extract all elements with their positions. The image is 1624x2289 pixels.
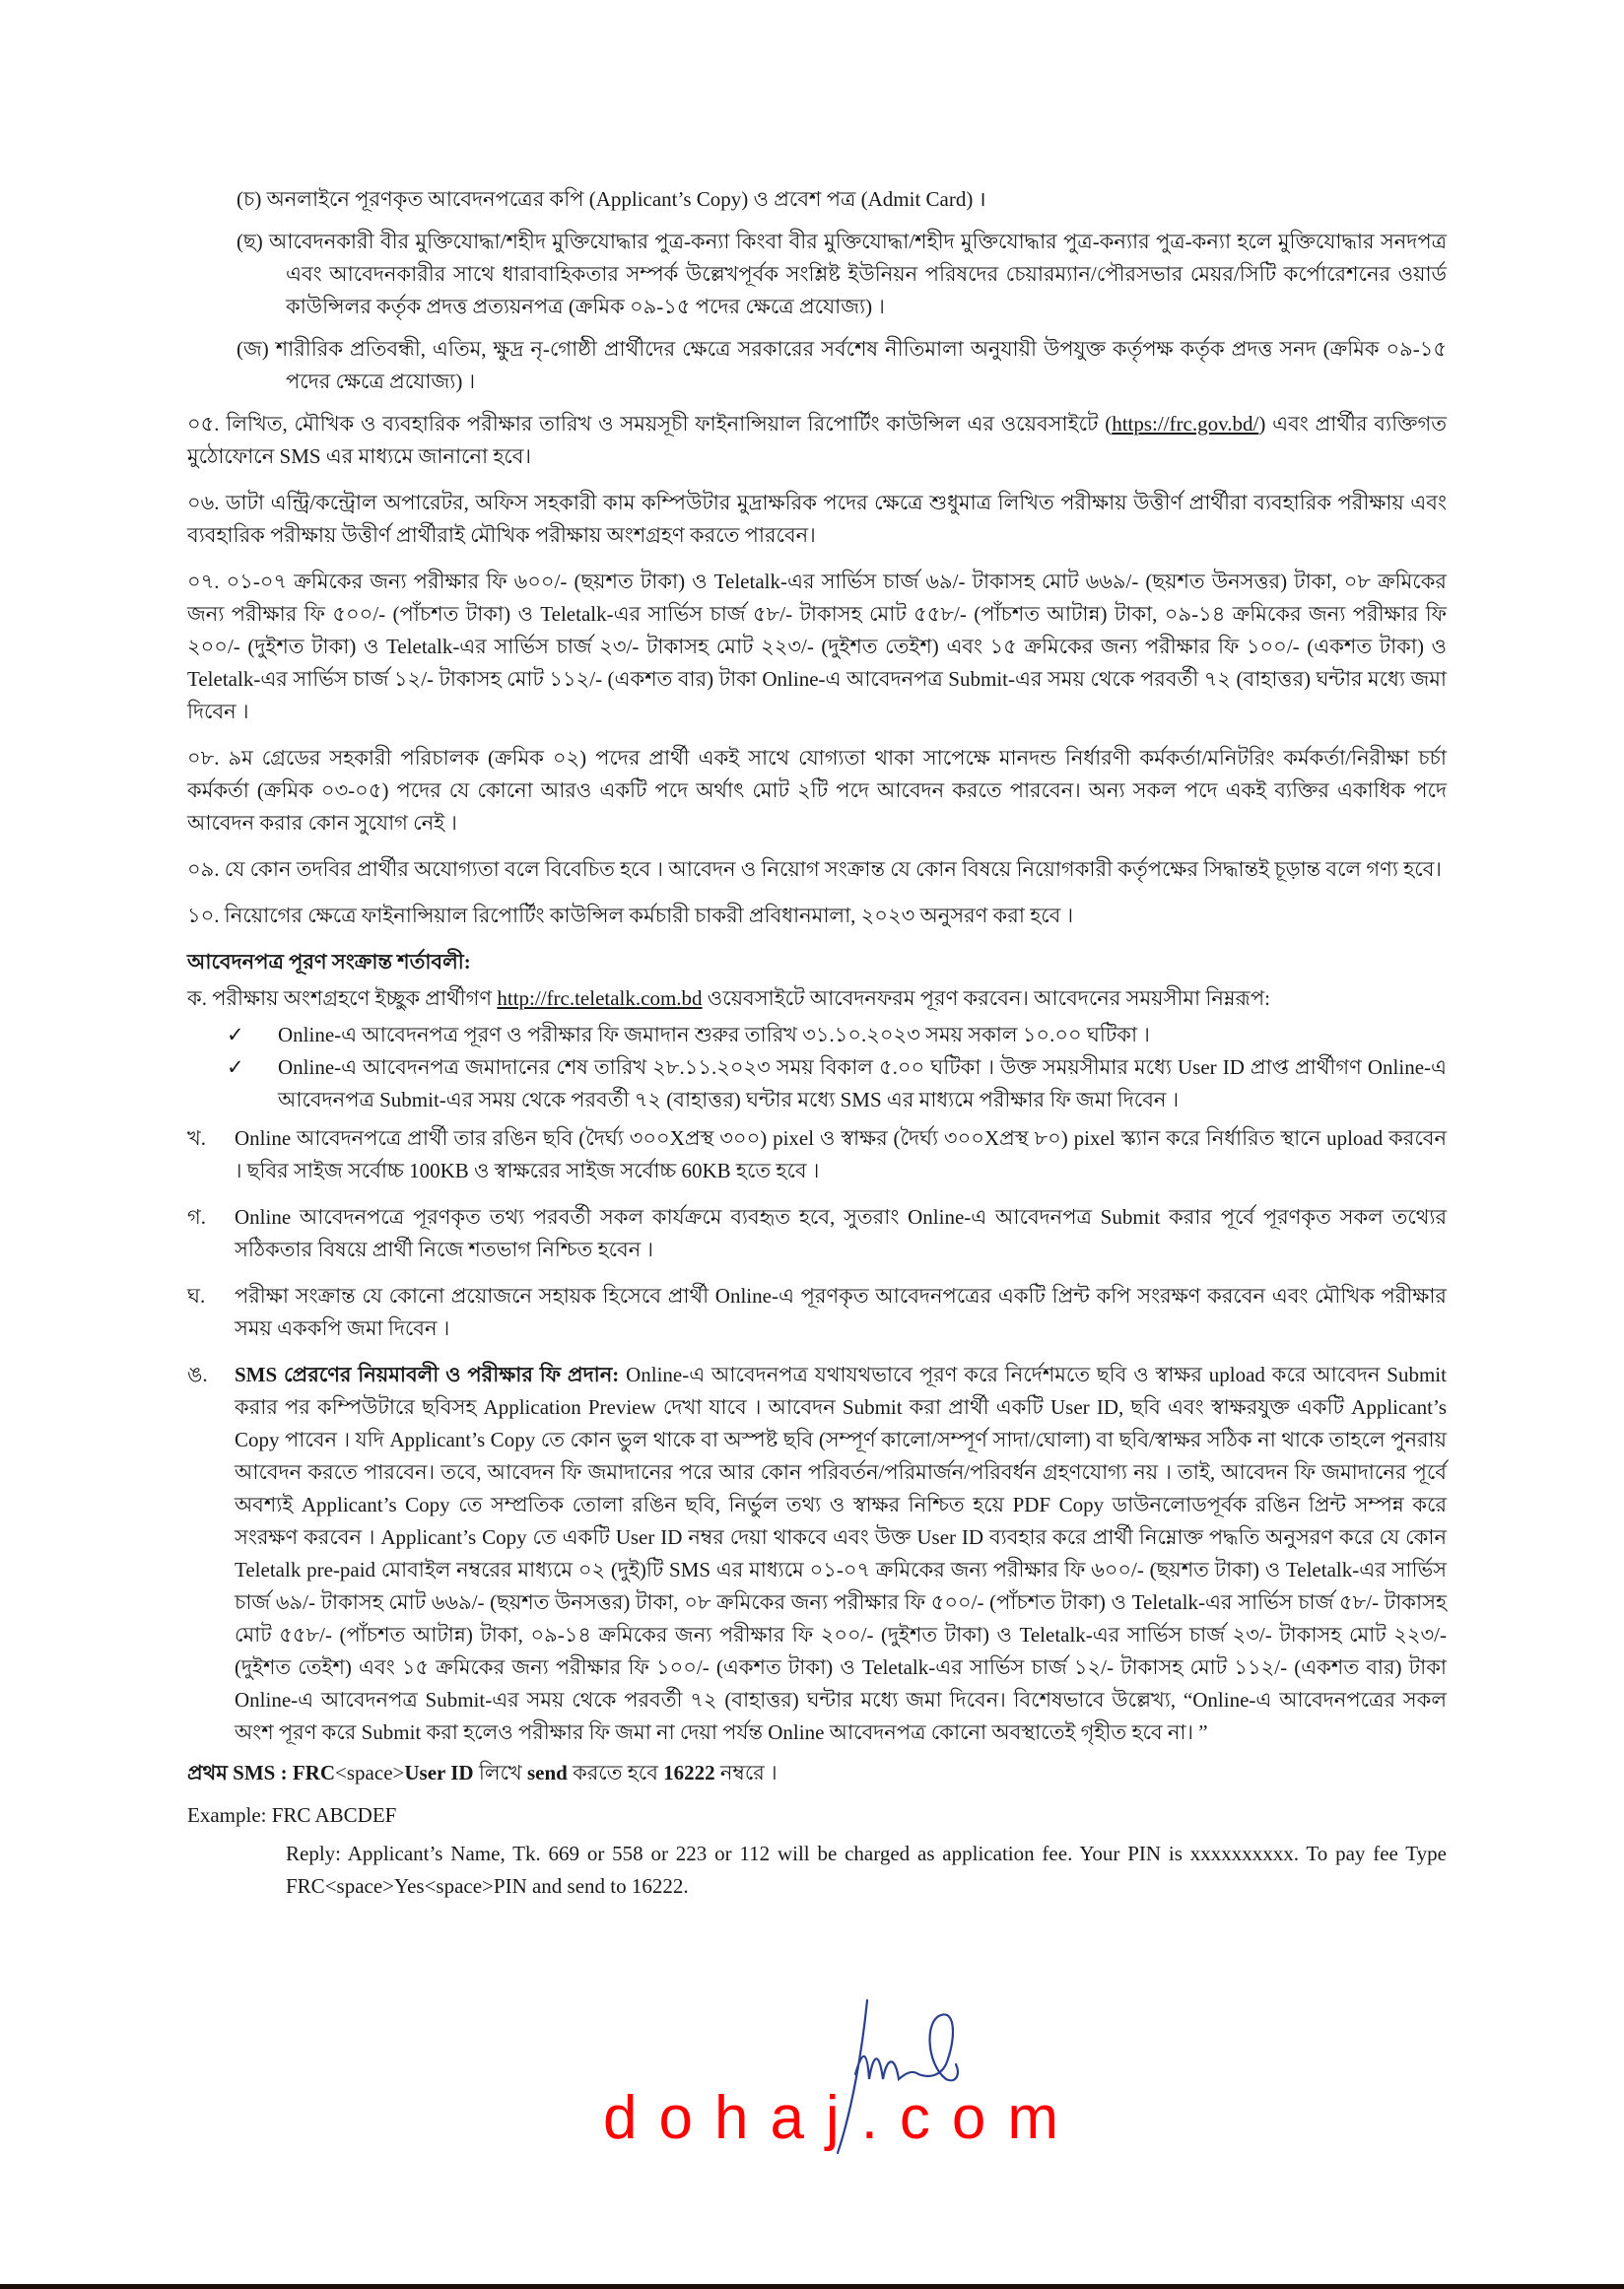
sub-item-text: শারীরিক প্রতিবন্ধী, এতিম, ক্ষুদ্র নৃ-গোষ্ঠী প্রার্থীদের ক্ষেত্রে সরকারের সর্বশেষ নীতিমালা অনুযায়ী উপযুক্ত কর্তৃপক্ষ কর্তৃক প্রদত্ত সনদ (ক্রমিক ০৯-১৫ পদের ক্ষেত্রে প্রযোজ্য) ।	[275, 337, 1448, 393]
item-letter: ঘ.	[187, 1284, 206, 1308]
paragraph-06: ০৬. ডাটা এন্ট্রি/কন্ট্রোল অপারেটর, অফিস সহকারী কাম কম্পিউটার মুদ্রাক্ষরিক পদের ক্ষেত্রে শুধুমাত্র লিখিত পরীক্ষায় উত্তীর্ণ প্রার্থীরা ব্যবহারিক পরীক্ষায় এবং ব্যবহারিক পরীক্ষায় উত্তীর্ণ প্রার্থীরাই মৌখিক পরীক্ষায় অংশগ্রহণ করতে পারবেন।	[187, 491, 1447, 547]
sub-item-marker: (ছ)	[237, 230, 263, 253]
sub-item-marker: (জ)	[237, 337, 269, 361]
checkmark-icon: ✓	[227, 1023, 244, 1046]
checkmark-icon: ✓	[227, 1055, 244, 1079]
paragraph-text: ) এবং প্রার্থীর ব্যক্তিগত মুঠোফোনে SMS এর মাধ্যমে জানানো হবে।	[187, 412, 1448, 468]
deadline-item-start	[227, 1019, 1447, 1051]
item-text: Online আবেদনপত্রে প্রার্থী তার রঙিন ছবি (দৈর্ঘ্য ৩০০Xপ্রস্থ ৩০০) pixel ও স্বাক্ষর (দৈর্ঘ্য ৩০০Xপ্রস্থ ৮০) pixel স্ক্যান করে নির্ধারিত স্থানে upload করবেন । ছবির সাইজ সর্বোচ্চ 100KB ও স্বাক্ষরের সাইজ সর্বোচ্চ 60KB হতে হবে ।	[235, 1126, 1447, 1182]
item-text: Online-এ আবেদনপত্র যথাযথভাবে পূরণ করে নির্দেশমতে ছবি ও স্বাক্ষর upload করে আবেদন Submit করার পর কম্পিউটারে ছবিসহ Application Preview দেখা যাবে । আবেদন Submit করা প্রার্থী একটি User ID, ছবি এবং স্বাক্ষরযুক্ত একটি Applicant’s Copy পাবেন । যদি Applicant’s Copy তে কোন ভুল থাকে বা অস্পষ্ট ছবি (সম্পূর্ণ কালো/সম্পূর্ণ সাদা/ঘোলা) বা ছবি/স্বাক্ষর সঠিক না থাকে তাহলে পুনরায় আবেদন করতে পারবেন। তবে, আবেদন ফি জমাদানের পরে আর কোন পরিবর্তন/পরিমার্জন/পরিবর্ধন গ্রহণযোগ্য নয় । তাই, আবেদন ফি জমাদানের পূর্বে অবশ্যই Applicant’s Copy তে সম্প্রতিক তোলা রঙিন ছবি, নির্ভুল তথ্য ও স্বাক্ষর নিশ্চিত হয়ে PDF Copy ডাউনলোডপূর্বক রঙিন প্রিন্ট সম্পন্ন করে সংরক্ষণ করবেন । Applicant’s Copy তে একটি User ID নম্বর দেয়া থাকবে এবং উক্ত User ID ব্যবহার করে প্রার্থী নিম্নোক্ত পদ্ধতি অনুসরণ করে যে কোন Teletalk pre-paid মোবাইল নম্বরের মাধ্যমে ০২ (দুই)টি SMS এর মাধ্যমে ০১-০৭ ক্রমিকের জন্য পরীক্ষার ফি ৬০০/- (ছয়শত টাকা) ও Teletalk-এর সার্ভিস চার্জ ৬৯/- টাকাসহ মোট ৬৬৯/- (ছয়শত উনসত্তর) টাকা, ০৮ ক্রমিকের জন্য পরীক্ষার ফি ৫০০/- (পাঁচশত টাকা) ও Teletalk-এর সার্ভিস চার্জ ৫৮/- টাকাসহ মোট ৫৫৮/- (পাঁচশত আটান্ন) টাকা, ০৯-১৪ ক্রমিকের জন্য পরীক্ষার ফি ২০০/- (দুইশত টাকা) ও Teletalk-এর সার্ভিস চার্জ ২৩/- টাকাসহ মোট ২২৩/- (দুইশত তেইশ) এবং ১৫ ক্রমিকের জন্য পরীক্ষার ফি ১০০/- (একশত টাকা) ও Teletalk-এর সার্ভিস চার্জ ১২/- টাকাসহ মোট ১১২/- (একশত বার) টাকা Online-এ আবেদনপত্র Submit-এর সময় থেকে পরবর্তী ৭২ (বাহাত্তর) ঘন্টার মধ্যে জমা দিবেন। বিশেষভাবে উল্লেখ্য, “Online-এ আবেদনপত্রের সকল অংশ পূরণ করে Submit করা হলেও পরীক্ষার ফি জমা না দেয়া পর্যন্ত Online আবেদনপত্র কোনো অবস্থাতেই গৃহীত হবে না। ”	[235, 1363, 1447, 1744]
item-gha	[187, 1280, 1447, 1345]
item-text: পরীক্ষা সংক্রান্ত যে কোনো প্রয়োজনে সহায়ক হিসেবে প্রার্থী Online-এ পূরণকৃত আবেদনপত্রের একটি প্রিন্ট কপি সংরক্ষণ করবেন এবং মৌখিক পরীক্ষার সময় এককপি জমা দিবেন ।	[235, 1284, 1447, 1340]
send-text: send	[521, 1761, 574, 1784]
first-sms-instruction	[187, 1757, 1447, 1789]
must-text: করতে হবে	[573, 1761, 658, 1784]
first-sms-label: প্রথম SMS : FRC	[187, 1761, 336, 1784]
frc-website-link[interactable]: https://frc.gov.bd/	[1112, 412, 1259, 436]
item-letter: ঙ.	[187, 1363, 208, 1386]
item-ga	[187, 1201, 1447, 1266]
sms-example: Example: FRC ABCDEF	[187, 1803, 397, 1827]
sms-reply: Reply: Applicant’s Name, Tk. 669 or 558 or 223 or 112 will be charged as application fee. Your PIN is xxxxxxxxxx. To pay fee Type FRC<space>Yes<space>PIN and send to 16222.	[286, 1842, 1447, 1898]
item-letter: খ.	[187, 1126, 207, 1150]
conditions-heading: আবেদনপত্র পূরণ সংক্রান্ত শর্তাবলী:	[187, 950, 471, 974]
space-token: <space>	[335, 1761, 405, 1784]
deadline-text: Online-এ আবেদনপত্র পূরণ ও পরীক্ষার ফি জমাদান শুরুর তারিখ ৩১.১০.২০২৩ সময় সকাল ১০.০০ ঘটিকা ।	[278, 1023, 1150, 1046]
paragraph-07: ০৭. ০১-০৭ ক্রমিকের জন্য পরীক্ষার ফি ৬০০/- (ছয়শত টাকা) ও Teletalk-এর সার্ভিস চার্জ ৬৯/- টাকাসহ মোট ৬৬৯/- (ছয়শত উনসত্তর) টাকা, ০৮ ক্রমিকের জন্য পরীক্ষার ফি ৫০০/- (পাঁচশত টাকা) ও Teletalk-এর সার্ভিস চার্জ ৫৮/- টাকাসহ মোট ৫৫৮/- (পাঁচশত আটান্ন) টাকা, ০৯-১৪ ক্রমিকের জন্য পরীক্ষার ফি ২০০/- (দুইশত টাকা) ও Teletalk-এর সার্ভিস চার্জ ২৩/- টাকাসহ মোট ২২৩/- (দুইশত তেইশ) এবং ১৫ ক্রমিকের জন্য পরীক্ষার ফি ১০০/- (একশত টাকা) ও Teletalk-এর সার্ভিস চার্জ ১২/- টাকাসহ মোট ১১২/- (একশত বার) টাকা Online-এ আবেদনপত্র Submit-এর সময় থেকে পরবর্তী ৭২ (বাহাত্তর) ঘন্টার মধ্যে জমা দিবেন ।	[187, 570, 1447, 723]
item-uma	[187, 1359, 1447, 1749]
sub-item-text: অনলাইনে পূরণকৃত আবেদনপত্রের কপি (Applicant’s Copy) ও প্রবেশ পত্র (Admit Card) ।	[266, 187, 986, 211]
paragraph-05	[187, 408, 1447, 473]
item-kha	[187, 1122, 1447, 1187]
to-number-text: নম্বরে ।	[719, 1761, 778, 1784]
paragraph-08: ০৮. ৯ম গ্রেডের সহকারী পরিচালক (ক্রমিক ০২) পদের প্রার্থী একই সাথে যোগ্যতা থাকা সাপেক্ষে মানদন্ড নির্ধারণী কর্মকর্তা/মনিটরিং কর্মকর্তা/নিরীক্ষা চর্চা কর্মকর্তা (ক্রমিক ০৩-০৫) পদের যে কোনো আরও একটি পদে অর্থাৎ মোট ২টি পদে আবেদন করতে পারবেন। অন্য সকল পদে একই ব্যক্তির একাধিক পদে আবেদন করার কোন সুযোগ নেই ।	[187, 746, 1447, 835]
item-letter: গ.	[187, 1205, 207, 1229]
paragraph-10: ১০. নিয়োগের ক্ষেত্রে ফাইনান্সিয়াল রিপোর্টিং কাউন্সিল কর্মচারী চাকরী প্রবিধানমালা, ২০২৩ অনুসরণ করা হবে ।	[187, 904, 1074, 927]
paragraph-09: ০৯. যে কোন তদবির প্রার্থীর অযোগ্যতা বলে বিবেচিত হবে । আবেদন ও নিয়োগ সংক্রান্ত যে কোন বিষয়ে নিয়োগকারী কর্তৃপক্ষের সিদ্ধান্তই চূড়ান্ত বলে গণ্য হবে।	[187, 857, 1442, 881]
scan-bottom-edge	[0, 2284, 1624, 2289]
item-ka	[187, 982, 1447, 1015]
deadline-list	[187, 1019, 1447, 1116]
sub-item-marker: (চ)	[237, 187, 262, 211]
document-page	[187, 183, 1447, 1903]
sub-item-chha	[237, 226, 1447, 323]
user-id-text: User ID	[404, 1761, 479, 1784]
sms-number: 16222	[657, 1761, 720, 1784]
sub-item-list	[187, 183, 1447, 398]
write-text: লিখে	[478, 1761, 522, 1784]
paragraph-text: ০৫. লিখিত, মৌখিক ও ব্যবহারিক পরীক্ষার তারিখ ও সময়সূচী ফাইনান্সিয়াল রিপোর্টিং কাউন্সিল এর ওয়েবসাইটে (	[187, 412, 1113, 436]
deadline-item-end	[227, 1051, 1447, 1116]
sub-item-cha	[237, 183, 1447, 216]
item-text: ওয়েবসাইটে আবেদনফরম পূরণ করবেন। আবেদনের সময়সীমা নিম্নরূপ:	[702, 986, 1270, 1010]
teletalk-website-link[interactable]: http://frc.teletalk.com.bd	[497, 986, 703, 1010]
sub-item-ja	[237, 333, 1447, 398]
sms-rules-heading: SMS প্রেরণের নিয়মাবলী ও পরীক্ষার ফি প্রদান:	[235, 1363, 620, 1386]
deadline-text: Online-এ আবেদনপত্র জমাদানের শেষ তারিখ ২৮.১১.২০২৩ সময় বিকাল ৫.০০ ঘটিকা । উক্ত সময়সীমার মধ্যে User ID প্রাপ্ত প্রার্থীগণ Online-এ আবেদনপত্র Submit-এর সময় থেকে পরবর্তী ৭২ (বাহাত্তর) ঘন্টার মধ্যে SMS এর মাধ্যমে পরীক্ষার ফি জমা দিবেন ।	[278, 1055, 1447, 1111]
watermark: dohaj.com	[603, 2084, 1081, 2152]
sub-item-text: আবেদনকারী বীর মুক্তিযোদ্ধা/শহীদ মুক্তিযোদ্ধার পুত্র-কন্যা কিংবা বীর মুক্তিযোদ্ধা/শহীদ মুক্তিযোদ্ধার পুত্র-কন্যার পুত্র-কন্যা হলে মুক্তিযোদ্ধার সনদপত্র এবং আবেদনকারীর সাথে ধারাবাহিকতার সম্পর্ক উল্লেখপূর্বক সংশ্লিষ্ট ইউনিয়ন পরিষদের চেয়ারম্যান/পৌরসভার মেয়র/সিটি কর্পোরেশনের ওয়ার্ড কাউন্সিলর কর্তৃক প্রদত্ত প্রত্যয়নপত্র (ক্রমিক ০৯-১৫ পদের ক্ষেত্রে প্রযোজ্য) ।	[269, 230, 1448, 318]
item-text: Online আবেদনপত্রে পূরণকৃত তথ্য পরবর্তী সকল কার্যক্রমে ব্যবহৃত হবে, সুতরাং Online-এ আবেদনপত্র Submit করার পূর্বে পূরণকৃত সকল তথ্যের সঠিকতার বিষয়ে প্রার্থী নিজে শতভাগ নিশ্চিত হবেন ।	[235, 1205, 1447, 1261]
item-text: ক. পরীক্ষায় অংশগ্রহণে ইচ্ছুক প্রার্থীগণ	[187, 986, 498, 1010]
